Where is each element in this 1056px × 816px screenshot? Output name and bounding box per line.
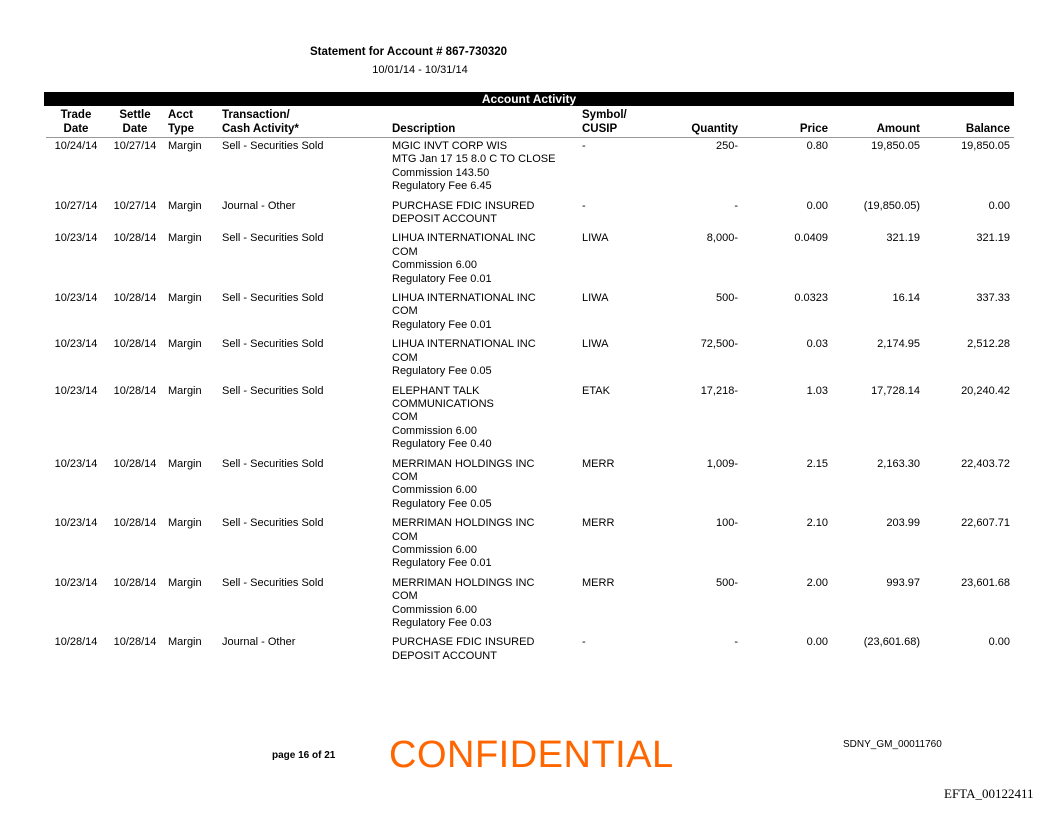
symbol-cell: LIWA: [582, 232, 609, 245]
price-cell: 2.15: [806, 457, 828, 470]
transaction-cell: Sell - Securities Sold: [222, 457, 324, 470]
amount-cell: 993.97: [886, 576, 920, 589]
description-line: Commission 6.00: [392, 484, 477, 497]
acct-type-cell: Margin: [168, 140, 202, 152]
quantity-cell: 500-: [715, 576, 738, 589]
quantity-cell: 1,009-: [706, 457, 738, 470]
acct-type-cell: Margin: [168, 457, 202, 470]
table-row: [46, 138, 1014, 198]
amount-cell: 321.19: [886, 232, 920, 245]
description-line: MERRIMAN HOLDINGS INC: [392, 576, 535, 589]
description-cell: [388, 634, 578, 667]
section-banner: Account Activity: [44, 92, 1014, 106]
trade-date-cell: 10/23/14: [54, 232, 98, 245]
price-cell: 2.10: [806, 517, 828, 530]
settle-date-cell: 10/28/14: [113, 338, 157, 351]
description-cell: [388, 515, 578, 575]
description-line: Regulatory Fee 0.40: [392, 438, 492, 451]
description-cell: [388, 290, 578, 336]
transaction-cell: Sell - Securities Sold: [222, 232, 324, 245]
acct-type-cell: Margin: [168, 636, 202, 649]
balance-cell: 22,403.72: [961, 457, 1010, 470]
quantity-cell: 17,218-: [700, 384, 738, 397]
description-line: COM: [392, 590, 418, 603]
table-row: [46, 198, 1014, 231]
col-price: Price: [742, 108, 832, 138]
balance-cell: 0.00: [988, 636, 1010, 649]
amount-cell: (23,601.68): [863, 636, 920, 649]
col-symbol: Symbol/ CUSIP: [578, 108, 660, 138]
acct-type-cell: Margin: [168, 384, 202, 397]
price-cell: 2.00: [806, 576, 828, 589]
acct-type-cell: Margin: [168, 292, 202, 305]
quantity-cell: -: [734, 636, 738, 649]
settle-date-cell: 10/28/14: [113, 384, 157, 397]
acct-type-cell: Margin: [168, 517, 202, 530]
amount-cell: 2,174.95: [877, 338, 920, 351]
price-cell: 0.00: [806, 636, 828, 649]
description-line: Regulatory Fee 0.05: [392, 497, 492, 510]
table-row: [46, 383, 1014, 456]
quantity-cell: 8,000-: [706, 232, 738, 245]
col-settle-date: Settle Date: [106, 108, 164, 138]
transaction-cell: Sell - Securities Sold: [222, 576, 324, 589]
statement-title: Statement for Account # 867-730320: [310, 46, 508, 58]
price-cell: 0.00: [806, 199, 828, 212]
description-line: MERRIMAN HOLDINGS INC: [392, 517, 535, 530]
quantity-cell: 500-: [715, 292, 738, 305]
col-quantity: Quantity: [660, 108, 742, 138]
acct-type-cell: Margin: [168, 232, 202, 245]
acct-type-cell: Margin: [168, 199, 202, 212]
transaction-cell: Sell - Securities Sold: [222, 338, 324, 351]
amount-cell: 203.99: [886, 517, 920, 530]
price-cell: 0.0409: [794, 232, 828, 245]
quantity-cell: 100-: [715, 517, 738, 530]
symbol-cell: MERR: [582, 576, 615, 589]
table-header-row: [46, 108, 1014, 138]
col-description: Description: [388, 108, 578, 138]
col-transaction: Transaction/ Cash Activity*: [218, 108, 388, 138]
symbol-cell: MERR: [582, 517, 615, 530]
balance-cell: 22,607.71: [961, 517, 1010, 530]
price-cell: 0.80: [806, 140, 828, 152]
acct-type-cell: Margin: [168, 576, 202, 589]
quantity-cell: -: [734, 199, 738, 212]
acct-type-cell: Margin: [168, 338, 202, 351]
settle-date-cell: 10/28/14: [113, 576, 157, 589]
description-line: Commission 6.00: [392, 603, 477, 616]
description-line: Regulatory Fee 6.45: [392, 180, 492, 193]
settle-date-cell: 10/28/14: [113, 232, 157, 245]
trade-date-cell: 10/23/14: [54, 517, 98, 530]
description-line: Regulatory Fee 0.01: [392, 272, 492, 285]
amount-cell: (19,850.05): [863, 199, 920, 212]
transaction-cell: Sell - Securities Sold: [222, 140, 324, 152]
transaction-cell: Sell - Securities Sold: [222, 384, 324, 397]
transaction-cell: Sell - Securities Sold: [222, 292, 324, 305]
transaction-cell: Sell - Securities Sold: [222, 517, 324, 530]
quantity-cell: 250-: [715, 140, 738, 152]
table-row: [46, 230, 1014, 290]
balance-cell: 2,512.28: [967, 338, 1010, 351]
table-row: [46, 336, 1014, 382]
description-line: Commission 143.50: [392, 166, 490, 179]
transaction-cell: Journal - Other: [222, 199, 296, 212]
settle-date-cell: 10/27/14: [113, 140, 157, 152]
description-line: PURCHASE FDIC INSURED: [392, 199, 535, 212]
col-balance: Balance: [924, 108, 1014, 138]
quantity-cell: 72,500-: [700, 338, 738, 351]
description-cell: [388, 336, 578, 382]
page-number: page 16 of 21: [272, 750, 336, 761]
price-cell: 0.03: [806, 338, 828, 351]
description-cell: [388, 383, 578, 456]
table-row: [46, 456, 1014, 516]
trade-date-cell: 10/23/14: [54, 384, 98, 397]
description-line: Regulatory Fee 0.03: [392, 617, 492, 629]
settle-date-cell: 10/28/14: [113, 636, 157, 649]
description-line: COM: [392, 305, 418, 318]
table-row: [46, 515, 1014, 575]
amount-cell: 2,163.30: [877, 457, 920, 470]
amount-cell: 17,728.14: [871, 384, 920, 397]
trade-date-cell: 10/23/14: [54, 338, 98, 351]
description-line: Commission 6.00: [392, 543, 477, 556]
description-line: ELEPHANT TALK: [392, 384, 480, 397]
trade-date-cell: 10/23/14: [54, 292, 98, 305]
symbol-cell: -: [582, 199, 586, 212]
balance-cell: 20,240.42: [961, 384, 1010, 397]
description-cell: [388, 456, 578, 516]
confidential-watermark: CONFIDENTIAL: [389, 734, 674, 776]
table-row: [46, 634, 1014, 667]
table-row: [46, 290, 1014, 336]
symbol-cell: LIWA: [582, 292, 609, 305]
description-cell: [388, 230, 578, 290]
description-line: PURCHASE FDIC INSURED: [392, 636, 535, 649]
description-line: COM: [392, 351, 418, 364]
description-cell: [388, 575, 578, 635]
trade-date-cell: 10/24/14: [54, 140, 98, 152]
description-line: MTG Jan 17 15 8.0 C TO CLOSE: [392, 153, 556, 166]
amount-cell: 16.14: [892, 292, 920, 305]
settle-date-cell: 10/28/14: [113, 292, 157, 305]
description-line: MERRIMAN HOLDINGS INC: [392, 457, 535, 470]
description-line: Commission 6.00: [392, 259, 477, 272]
description-line: COM: [392, 470, 418, 483]
description-line: COMMUNICATIONS: [392, 397, 494, 410]
description-line: Regulatory Fee 0.05: [392, 365, 492, 378]
description-line: DEPOSIT ACCOUNT: [392, 649, 497, 662]
table-row: [46, 575, 1014, 635]
trade-date-cell: 10/23/14: [54, 576, 98, 589]
price-cell: 0.0323: [794, 292, 828, 305]
balance-cell: 19,850.05: [961, 140, 1010, 152]
balance-cell: 0.00: [988, 199, 1010, 212]
symbol-cell: -: [582, 636, 586, 649]
description-line: LIHUA INTERNATIONAL INC: [392, 232, 536, 245]
col-trade-date: Trade Date: [46, 108, 106, 138]
description-line: DEPOSIT ACCOUNT: [392, 213, 497, 226]
efta-number: EFTA_00122411: [944, 786, 1034, 801]
description-line: Commission 6.00: [392, 424, 477, 437]
symbol-cell: MERR: [582, 457, 615, 470]
description-line: MGIC INVT CORP WIS: [392, 140, 508, 152]
balance-cell: 23,601.68: [961, 576, 1010, 589]
trade-date-cell: 10/28/14: [54, 636, 98, 649]
settle-date-cell: 10/28/14: [113, 457, 157, 470]
description-line: LIHUA INTERNATIONAL INC: [392, 292, 536, 305]
trade-date-cell: 10/27/14: [54, 199, 98, 212]
description-line: COM: [392, 411, 418, 424]
settle-date-cell: 10/27/14: [113, 199, 157, 212]
bates-number: SDNY_GM_00011760: [843, 739, 942, 750]
settle-date-cell: 10/28/14: [113, 517, 157, 530]
account-activity-table: [46, 108, 1014, 667]
symbol-cell: LIWA: [582, 338, 609, 351]
transaction-cell: Journal - Other: [222, 636, 296, 649]
description-line: COM: [392, 530, 418, 543]
symbol-cell: ETAK: [582, 384, 610, 397]
description-cell: [388, 138, 578, 198]
description-line: LIHUA INTERNATIONAL INC: [392, 338, 536, 351]
balance-cell: 337.33: [976, 292, 1010, 305]
price-cell: 1.03: [806, 384, 828, 397]
description-line: Regulatory Fee 0.01: [392, 318, 492, 331]
col-amount: Amount: [832, 108, 924, 138]
statement-period: 10/01/14 - 10/31/14: [372, 64, 468, 76]
symbol-cell: -: [582, 140, 586, 152]
amount-cell: 19,850.05: [871, 140, 920, 152]
balance-cell: 321.19: [976, 232, 1010, 245]
description-cell: [388, 198, 578, 231]
trade-date-cell: 10/23/14: [54, 457, 98, 470]
col-acct-type: Acct Type: [164, 108, 218, 138]
description-line: COM: [392, 245, 418, 258]
description-line: Regulatory Fee 0.01: [392, 557, 492, 570]
